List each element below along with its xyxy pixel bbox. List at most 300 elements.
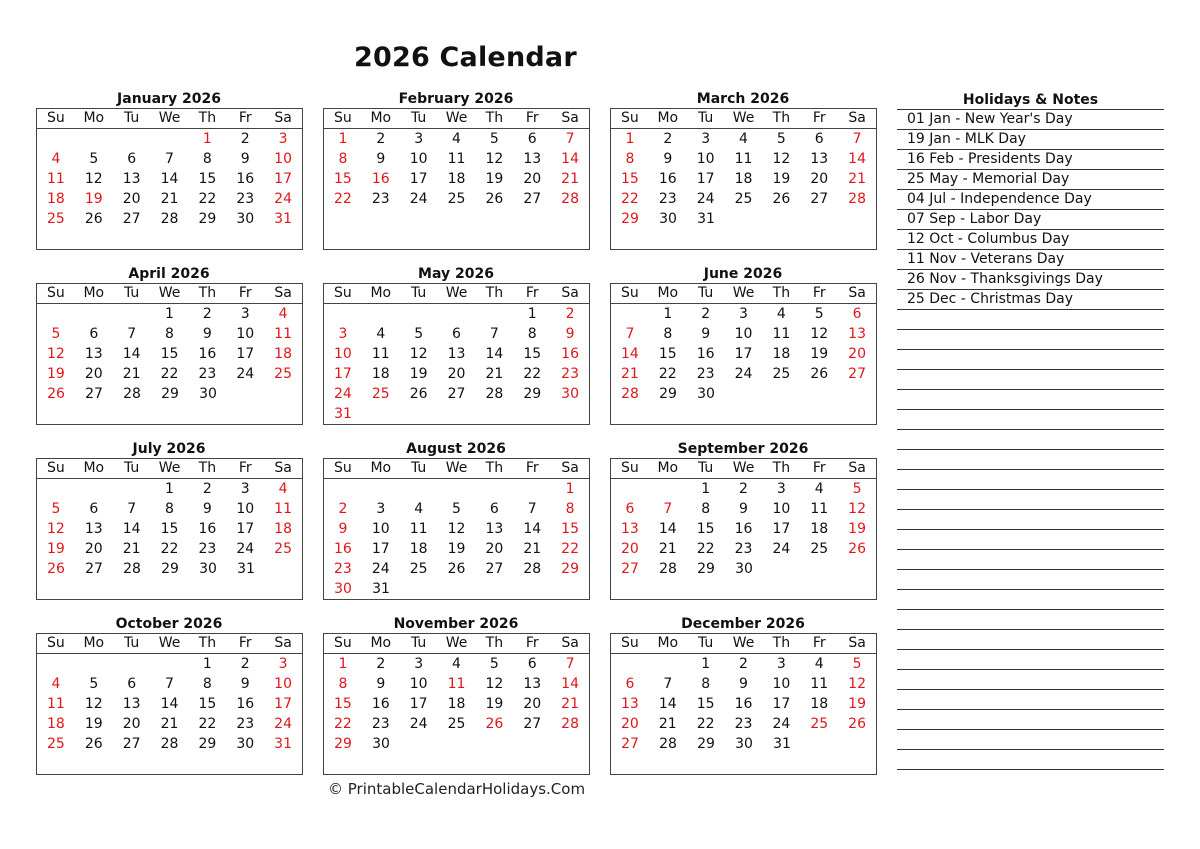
day-cell: 18 [447,696,466,712]
day-cell: 29 [621,211,639,227]
day-cell: 19 [84,191,103,207]
day-cell: 30 [735,561,753,577]
day-cell: 24 [236,366,255,382]
weekday-label: We [445,460,468,476]
day-cell: 24 [334,386,352,402]
week-row [324,479,589,499]
weekday-header [611,634,876,654]
day-cell: 10 [371,521,390,537]
week-row [37,674,302,694]
weekday-label: Su [334,285,352,301]
week-row [324,734,589,754]
day-cell: 2 [739,481,748,497]
day-cell: 23 [561,366,579,382]
empty-cell [649,654,687,674]
month-days [324,129,589,249]
day-cell: 22 [561,541,579,557]
day-cell: 20 [621,716,639,732]
day-cell: 4 [376,326,386,342]
day-cell: 7 [663,501,673,517]
day-cell: 25 [371,386,390,402]
day-cell: 28 [485,386,504,402]
day-cell: 6 [625,676,635,692]
day-cell: 27 [85,386,103,402]
day-cell: 26 [848,541,866,557]
weekday-label: Mo [83,285,105,301]
weekday-label: We [158,460,181,476]
weekday-label: Th [485,635,504,651]
day-cell: 8 [165,501,174,517]
day-cell: 3 [776,481,786,497]
blank-note-line [897,710,1164,730]
day-cell: 19 [409,366,428,382]
week-row [611,499,876,519]
day-cell: 1 [202,656,212,672]
weekday-label: Sa [848,285,866,301]
week-row [324,694,589,714]
day-cell: 26 [47,386,65,402]
day-cell: 6 [625,501,635,517]
day-cell: 27 [621,736,639,752]
day-cell: 12 [447,521,466,537]
month-box [610,458,877,600]
day-cell: 10 [236,326,255,342]
weekday-label: Th [485,110,504,126]
blank-note-line [897,530,1164,550]
weekday-header [324,459,589,479]
day-cell: 4 [278,306,288,322]
day-cell: 11 [274,501,292,517]
empty-cell [151,129,189,149]
day-cell: 15 [696,696,715,712]
blank-note-line [897,630,1164,650]
day-cell: 17 [772,696,791,712]
day-cell: 30 [561,386,579,402]
day-cell: 2 [202,481,212,497]
week-row [611,539,876,559]
day-cell: 19 [485,171,504,187]
weekday-header [324,284,589,304]
day-cell: 8 [565,501,575,517]
day-cell: 28 [659,561,677,577]
week-row [37,734,302,754]
day-cell: 15 [160,346,179,362]
day-cell: 31 [334,406,352,422]
blank-note-line [897,610,1164,630]
day-cell: 25 [447,716,466,732]
day-cell: 19 [47,541,65,557]
day-cell: 16 [734,696,753,712]
day-cell: 22 [658,366,677,382]
day-cell: 5 [51,326,61,342]
day-cell: 21 [122,541,141,557]
day-cell: 28 [160,211,179,227]
day-cell: 25 [47,736,65,752]
day-cell: 6 [527,656,537,672]
day-cell: 20 [621,541,639,557]
day-cell: 23 [734,541,753,557]
day-cell: 19 [848,521,866,537]
blank-note-line [897,750,1164,770]
empty-cell [37,654,75,674]
day-cell: 11 [772,326,791,342]
week-row [611,189,876,209]
blank-note-line [897,450,1164,470]
day-cell: 29 [198,736,217,752]
day-cell: 13 [447,346,466,362]
day-cell: 27 [122,736,141,752]
day-cell: 3 [376,501,386,517]
month-title: June 2026 [703,266,783,282]
empty-cell [324,304,362,324]
day-cell: 11 [447,151,466,167]
day-cell: 13 [122,171,141,187]
day-cell: 30 [236,211,255,227]
weekday-label: Mo [83,635,105,651]
day-cell: 17 [772,521,791,537]
day-cell: 11 [409,521,428,537]
day-cell: 6 [127,676,137,692]
weekday-header [611,109,876,129]
day-cell: 9 [663,151,673,167]
day-cell: 14 [658,521,677,537]
weekday-label: Su [334,110,352,126]
day-cell: 4 [51,676,61,692]
day-cell: 11 [734,151,753,167]
week-row [611,364,876,384]
weekday-header [37,634,302,654]
weekday-label: We [732,110,755,126]
day-cell: 5 [852,481,862,497]
day-cell: 21 [160,716,179,732]
month-box [323,458,590,600]
weekday-label: Sa [848,460,866,476]
blank-note-line [897,570,1164,590]
weekday-label: Tu [410,110,427,126]
day-cell: 21 [621,366,639,382]
day-cell: 28 [848,191,866,207]
day-cell: 15 [198,171,217,187]
day-cell: 9 [739,501,748,517]
day-cell: 21 [160,191,179,207]
day-cell: 9 [565,326,575,342]
blank-note-line [897,730,1164,750]
weekday-label: We [445,285,468,301]
day-cell: 13 [621,521,639,537]
day-cell: 15 [621,171,639,187]
month-title: October 2026 [115,616,223,632]
weekday-label: We [732,285,755,301]
day-cell: 17 [371,541,390,557]
day-cell: 6 [814,131,824,147]
day-cell: 21 [561,171,579,187]
day-cell: 29 [659,386,677,402]
blank-note-line [897,670,1164,690]
day-cell: 12 [409,346,428,362]
footer-credit: © PrintableCalendarHolidays.Com [328,780,586,798]
day-cell: 17 [409,171,428,187]
week-row [324,674,589,694]
day-cell: 4 [814,481,824,497]
day-cell: 4 [739,131,748,147]
day-cell: 30 [735,736,753,752]
blank-note-line [897,310,1164,330]
weekday-label: Tu [697,285,714,301]
day-cell: 12 [485,676,504,692]
day-cell: 27 [485,561,504,577]
day-cell: 11 [810,676,829,692]
day-cell: 16 [696,346,715,362]
day-cell: 18 [47,716,65,732]
weekday-label: Th [198,635,217,651]
week-row [611,714,876,734]
day-cell: 26 [848,716,866,732]
day-cell: 13 [523,151,542,167]
week-row [324,304,589,324]
day-cell: 16 [198,346,217,362]
day-cell: 26 [84,211,103,227]
day-cell: 16 [198,521,217,537]
week-row [37,364,302,384]
day-cell: 17 [409,696,428,712]
week-row [324,149,589,169]
note-line: 26 Nov - Thanksgivings Day [897,270,1164,290]
day-cell: 14 [122,521,141,537]
day-cell: 15 [561,521,579,537]
weekday-label: Mo [370,460,392,476]
weekday-label: Sa [274,110,292,126]
day-cell: 25 [447,191,466,207]
week-row [611,129,876,149]
week-row [37,479,302,499]
month-box [36,283,303,425]
weekday-label: We [445,110,468,126]
note-line: 04 Jul - Independence Day [897,190,1164,210]
empty-cell [475,479,513,499]
month-box [36,108,303,250]
day-cell: 12 [848,501,866,517]
weekday-label: We [158,110,181,126]
day-cell: 24 [236,541,255,557]
weekday-label: Sa [848,110,866,126]
day-cell: 14 [485,346,504,362]
weekday-label: Tu [410,635,427,651]
weekday-label: Th [198,285,217,301]
day-cell: 28 [523,561,542,577]
weekday-label: Sa [274,285,292,301]
day-cell: 16 [236,171,255,187]
day-cell: 1 [625,131,635,147]
day-cell: 17 [696,171,715,187]
day-cell: 25 [810,541,829,557]
day-cell: 26 [447,561,466,577]
day-cell: 28 [659,736,677,752]
note-line: 12 Oct - Columbus Day [897,230,1164,250]
day-cell: 30 [659,211,677,227]
empty-cell [611,304,649,324]
week-row [37,344,302,364]
day-cell: 18 [371,366,390,382]
day-cell: 22 [621,191,639,207]
month-days [324,654,589,774]
day-cell: 6 [89,501,99,517]
weekday-label: Su [621,285,639,301]
weekday-label: Tu [123,635,140,651]
day-cell: 25 [274,541,292,557]
month-title: August 2026 [406,441,506,457]
day-cell: 7 [527,501,537,517]
month-box [323,633,590,775]
day-cell: 3 [414,131,424,147]
day-cell: 20 [810,171,829,187]
day-cell: 19 [447,541,466,557]
weekday-label: Fr [812,460,826,476]
day-cell: 9 [338,521,348,537]
weekday-label: Tu [697,110,714,126]
blank-note-line [897,470,1164,490]
notes-list [897,110,1164,770]
day-cell: 14 [160,696,179,712]
day-cell: 24 [274,716,292,732]
week-row [37,384,302,404]
week-row [611,169,876,189]
weekday-label: Tu [123,110,140,126]
day-cell: 31 [274,736,292,752]
week-row [37,189,302,209]
month-title: May 2026 [418,266,494,282]
day-cell: 30 [372,736,390,752]
month-title: December 2026 [681,616,805,632]
day-cell: 22 [696,716,715,732]
day-cell: 17 [236,346,255,362]
day-cell: 8 [701,501,711,517]
weekday-label: Th [772,635,791,651]
day-cell: 13 [523,676,542,692]
day-cell: 5 [852,656,862,672]
day-cell: 8 [663,326,673,342]
day-cell: 5 [814,306,824,322]
day-cell: 23 [236,191,255,207]
weekday-label: Sa [561,285,579,301]
day-cell: 23 [658,191,677,207]
week-row [611,384,876,404]
day-cell: 18 [47,191,65,207]
week-row [324,579,589,599]
day-cell: 31 [697,211,715,227]
weekday-label: Fr [525,635,539,651]
weekday-label: Fr [812,110,826,126]
week-row [37,559,302,579]
week-row [37,169,302,189]
weekday-label: Su [621,110,639,126]
day-cell: 25 [47,211,65,227]
week-row [324,384,589,404]
day-cell: 2 [376,131,386,147]
week-row [37,149,302,169]
day-cell: 18 [447,171,466,187]
day-cell: 2 [565,306,575,322]
day-cell: 1 [165,306,174,322]
weekday-label: We [732,635,755,651]
day-cell: 7 [565,131,575,147]
day-cell: 16 [371,696,390,712]
holidays-notes-panel [897,92,1164,770]
day-cell: 23 [236,716,255,732]
weekday-label: Fr [238,635,252,651]
weekday-label: Fr [525,285,539,301]
week-row [37,129,302,149]
week-row [324,404,589,424]
day-cell: 14 [848,151,866,167]
week-row [324,654,589,674]
weekday-label: Sa [274,635,292,651]
day-cell: 23 [334,561,352,577]
week-row [611,344,876,364]
day-cell: 9 [240,151,250,167]
month-title: September 2026 [677,441,809,457]
weekday-label: Su [47,460,65,476]
day-cell: 4 [452,656,461,672]
day-cell: 20 [485,541,504,557]
day-cell: 28 [561,716,579,732]
day-cell: 10 [409,676,428,692]
day-cell: 1 [701,656,711,672]
weekday-label: Su [47,110,65,126]
month-days [37,654,302,774]
empty-cell [362,479,400,499]
weekday-header [324,634,589,654]
day-cell: 19 [772,171,791,187]
weekday-label: Mo [83,460,105,476]
day-cell: 13 [84,521,103,537]
day-cell: 7 [489,326,499,342]
month-days [324,304,589,424]
day-cell: 30 [334,581,352,597]
week-row [37,324,302,344]
day-cell: 25 [810,716,829,732]
day-cell: 7 [663,676,673,692]
day-cell: 12 [485,151,504,167]
month-box [36,458,303,600]
day-cell: 18 [274,346,292,362]
day-cell: 18 [409,541,428,557]
weekday-label: Th [772,460,791,476]
day-cell: 5 [452,501,461,517]
day-cell: 26 [47,561,65,577]
month-title: February 2026 [398,91,514,107]
weekday-label: Sa [561,460,579,476]
day-cell: 16 [236,696,255,712]
weekday-label: Mo [370,635,392,651]
day-cell: 16 [334,541,352,557]
day-cell: 4 [51,151,61,167]
weekday-label: Th [772,285,791,301]
day-cell: 22 [198,716,217,732]
day-cell: 3 [278,131,288,147]
day-cell: 23 [198,541,217,557]
day-cell: 22 [334,716,352,732]
day-cell: 24 [409,716,428,732]
week-row [324,539,589,559]
day-cell: 29 [161,386,179,402]
day-cell: 22 [160,541,179,557]
day-cell: 7 [625,326,635,342]
day-cell: 14 [523,521,542,537]
day-cell: 2 [338,501,348,517]
day-cell: 13 [84,346,103,362]
empty-cell [113,129,151,149]
weekday-label: Tu [410,285,427,301]
